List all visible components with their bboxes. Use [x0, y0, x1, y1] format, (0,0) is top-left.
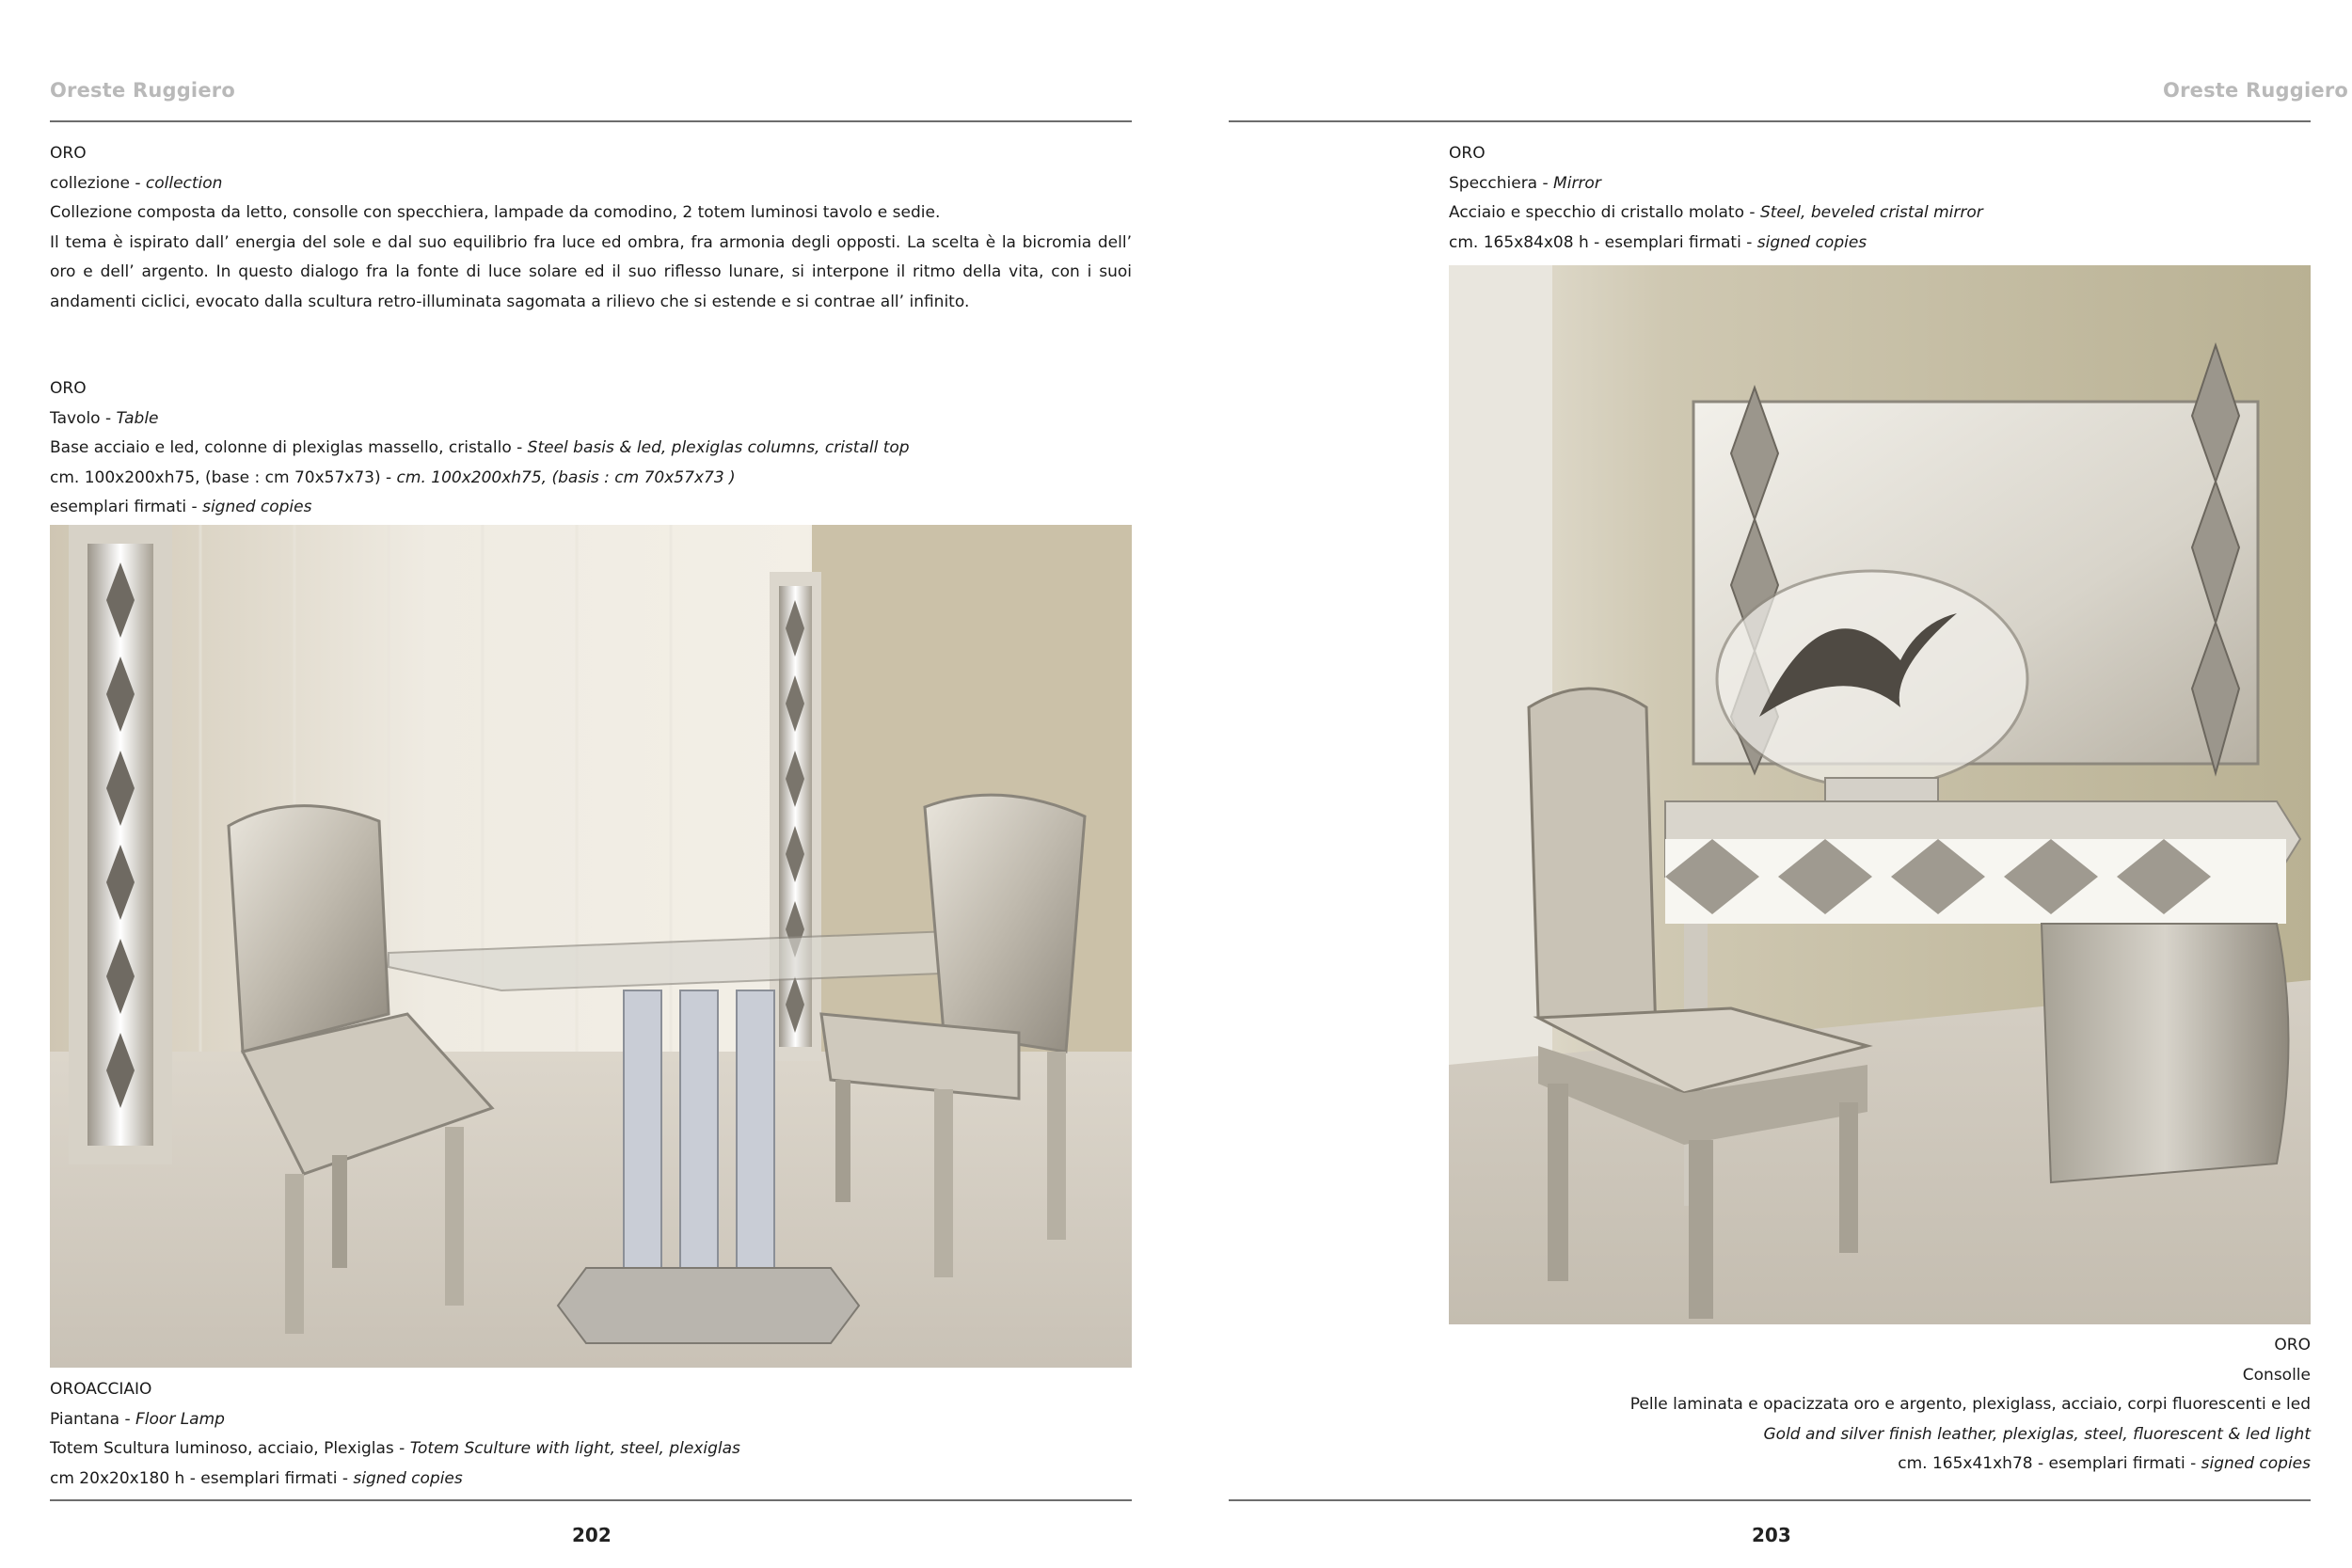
lamp-collection: OROACCIAIO — [50, 1380, 152, 1399]
console-mirror-photo — [1449, 265, 2311, 1324]
table-dimensions: cm. 100x200xh75, (base : cm 70x57x73) - cm. 100x200xh75, (basis : cm 70x57x73 ) — [50, 467, 736, 487]
header-rule-right — [1229, 120, 2311, 122]
lamp-dimensions: cm 20x20x180 h - esemplari firmati - signed copies — [50, 1468, 463, 1488]
lamp-name: Piantana - Floor Lamp — [50, 1409, 225, 1429]
consolle-materials-en: Gold and silver finish leather, plexiglas, steel, fluorescent & led light — [1763, 1424, 2311, 1444]
table-materials: Base acciaio e led, colonne di plexiglas massello, cristallo - Steel basis & led, plexiglas columns, cristall top — [50, 438, 910, 457]
consolle-name: Consolle — [2242, 1365, 2311, 1385]
table-collection: ORO — [50, 379, 87, 398]
running-head-right: Oreste Ruggiero — [2163, 79, 2348, 102]
footer-rule-left — [50, 1499, 1132, 1501]
consolle-collection: ORO — [2274, 1336, 2311, 1354]
mirror-materials: Acciaio e specchio di cristallo molato - Steel, beveled cristal mirror — [1449, 203, 1983, 222]
footer-rule-right — [1229, 1499, 2311, 1501]
consolle-materials-it: Pelle laminata e opacizzata oro e argento, plexiglass, acciaio, corpi fluorescenti e led — [1629, 1395, 2311, 1414]
lamp-materials: Totem Scultura luminoso, acciaio, Plexiglas - Totem Sculture with light, steel, plexiglas — [50, 1439, 740, 1458]
intro-components: Collezione composta da letto, consolle con specchiera, lampade da comodino, 2 totem luminosi tavolo e sedie. — [50, 203, 941, 222]
mirror-dimensions: cm. 165x84x08 h - esemplari firmati - signed copies — [1449, 232, 1867, 252]
consolle-caption — [1229, 1331, 2311, 1480]
table-caption — [50, 374, 1132, 523]
mirror-name: Specchiera - Mirror — [1449, 173, 1601, 193]
header-rule-left — [50, 120, 1132, 122]
page-number-left: 202 — [572, 1524, 612, 1546]
collection-intro — [50, 139, 1132, 317]
table-name: Tavolo - Table — [50, 408, 159, 428]
intro-paragraph: Il tema è ispirato dall’ energia del sole e dal suo equilibrio fra luce ed ombra, fra armonia degli opposti. La scelta è la bicromia dell’ oro e dell’ argento. In questo dialogo fra la fonte di luce solare ed il suo riflesso lunare, si interpone il ritmo della vita, con i suoi andamenti ciclici, evocato dalla scultura retro-illuminata sagomata a rilievo che si estende e si contrae all’ infinito. — [50, 232, 1132, 311]
table-edition: esemplari firmati - signed copies — [50, 498, 312, 516]
right-page — [1176, 0, 2352, 1568]
running-head-left: Oreste Ruggiero — [50, 79, 235, 102]
intro-title: ORO — [50, 144, 87, 163]
page-number-right: 203 — [1752, 1524, 1791, 1546]
mirror-caption — [1449, 139, 2311, 258]
intro-subtitle: collezione - collection — [50, 173, 223, 193]
consolle-dimensions: cm. 165x41xh78 - esemplari firmati - signed copies — [1898, 1454, 2311, 1473]
dining-table-photo — [50, 525, 1132, 1368]
mirror-collection: ORO — [1449, 144, 1486, 163]
lamp-caption — [50, 1375, 1132, 1494]
